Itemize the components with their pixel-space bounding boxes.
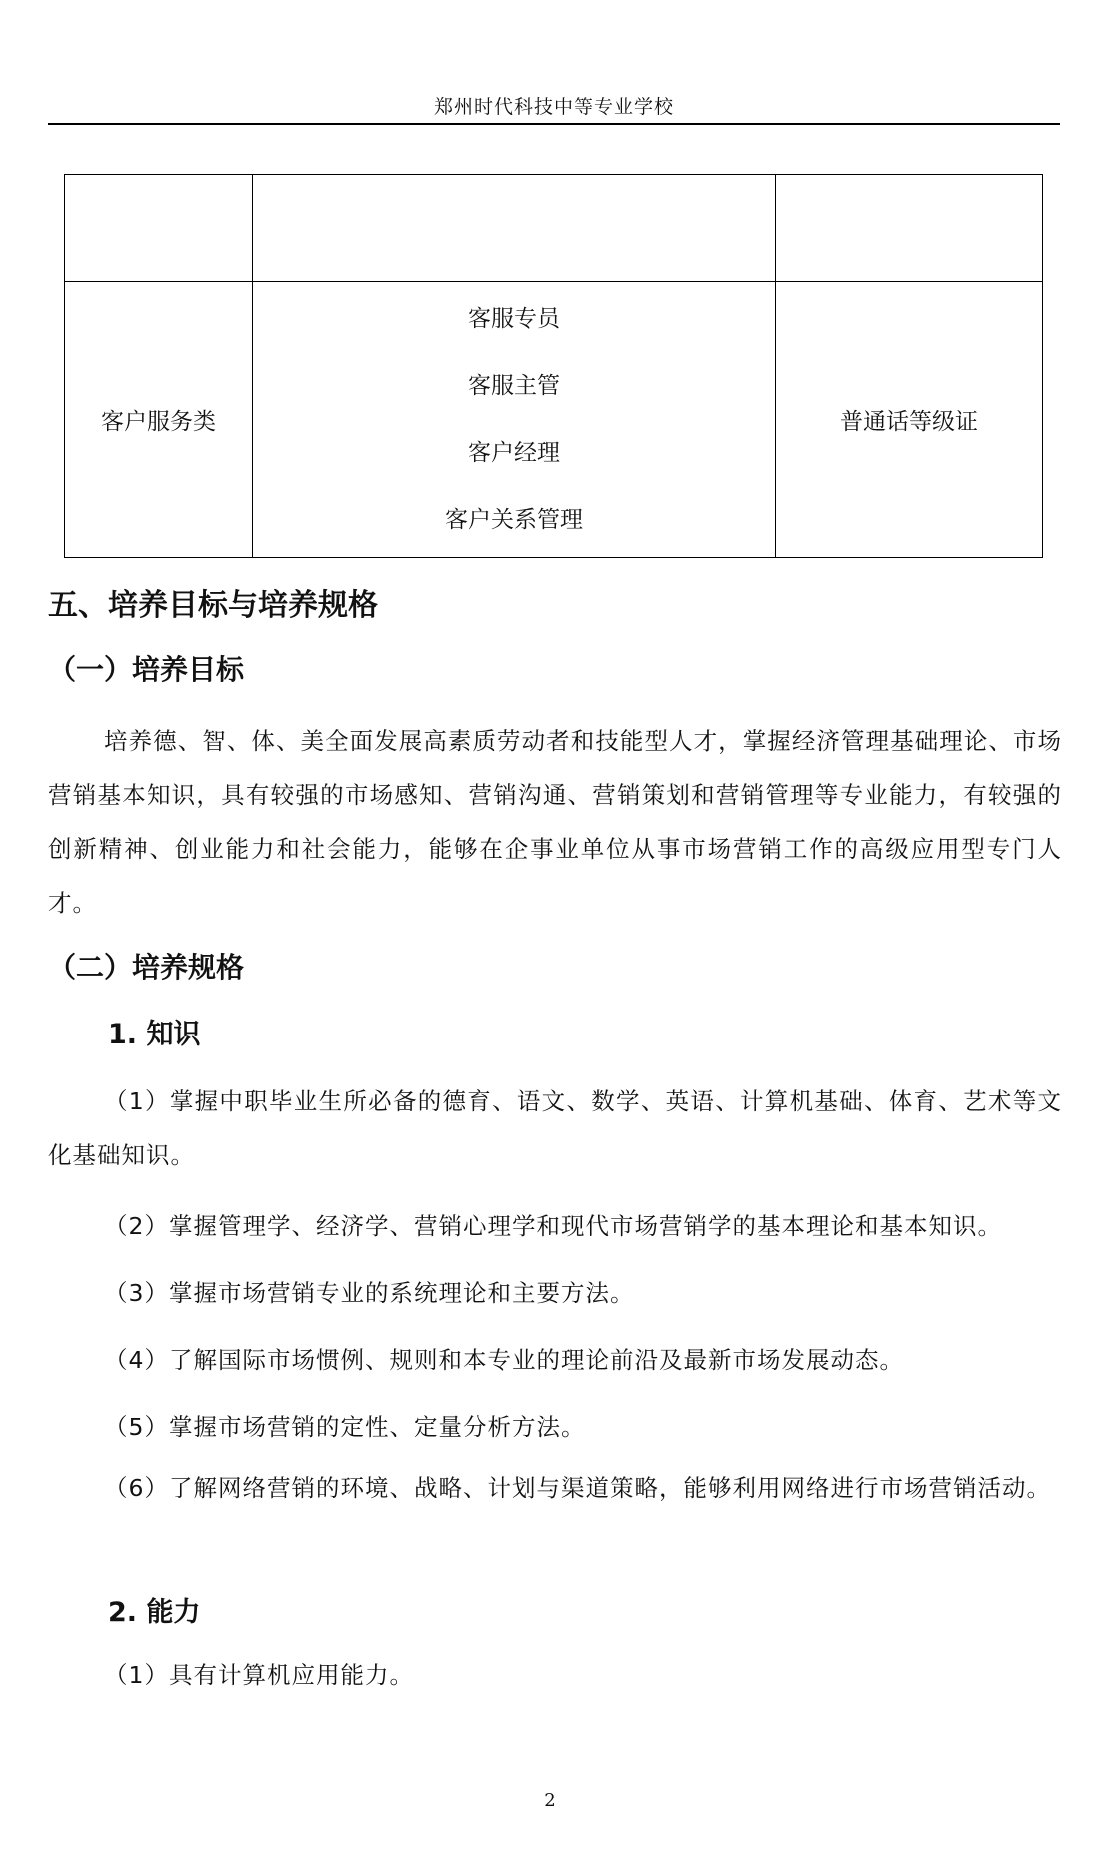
knowledge-item: （2）掌握管理学、经济学、营销心理学和现代市场营销学的基本理论和基本知识。	[104, 1212, 1002, 1240]
position-item: 客户关系管理	[445, 506, 583, 533]
section-heading: 五、培养目标与培养规格	[48, 588, 378, 623]
table-cell-category	[65, 175, 253, 282]
knowledge-item: （4）了解国际市场惯例、规则和本专业的理论前沿及最新市场发展动态。	[104, 1346, 904, 1374]
ability-heading: 2. 能力	[108, 1597, 201, 1628]
subsection-heading-goal: （一）培养目标	[48, 653, 245, 686]
table-row	[65, 175, 1043, 282]
table-cell-certificate: 普通话等级证	[776, 282, 1043, 558]
knowledge-item: （6）了解网络营销的环境、战略、计划与渠道策略，能够利用网络进行市场营销活动。	[104, 1474, 1051, 1502]
knowledge-item: （5）掌握市场营销的定性、定量分析方法。	[104, 1413, 586, 1441]
goal-paragraph: 培养德、智、体、美全面发展高素质劳动者和技能型人才，掌握经济管理基础理论、市场营销基本知识，具有较强的市场感知、营销沟通、营销策划和营销管理等专业能力，有较强的创新精神、创业能力和社会能力，能够在企事业单位从事市场营销工作的高级应用型专门人才。	[48, 727, 1062, 917]
page-header-title: 郑州时代科技中等专业学校	[433, 96, 674, 118]
table-cell-positions	[253, 282, 776, 558]
subsection-heading-spec: （二）培养规格	[48, 951, 245, 984]
page-number: 2	[544, 1790, 556, 1811]
table-cell-positions	[253, 175, 776, 282]
ability-item: （1）具有计算机应用能力。	[104, 1661, 414, 1689]
knowledge-item: （3）掌握市场营销专业的系统理论和主要方法。	[104, 1279, 635, 1307]
table-cell-category: 客户服务类	[65, 282, 253, 558]
knowledge-item: （1）掌握中职毕业生所必备的德育、语文、数学、英语、计算机基础、体育、艺术等文化基础知识。	[48, 1087, 1062, 1169]
knowledge-heading: 1. 知识	[108, 1019, 201, 1050]
position-item: 客服专员	[468, 305, 560, 332]
career-table	[64, 174, 1043, 558]
table-cell-certificate	[776, 175, 1043, 282]
header-divider	[48, 123, 1060, 125]
position-item: 客户经理	[468, 439, 560, 466]
position-item: 客服主管	[468, 372, 560, 399]
table-row	[65, 282, 1043, 558]
